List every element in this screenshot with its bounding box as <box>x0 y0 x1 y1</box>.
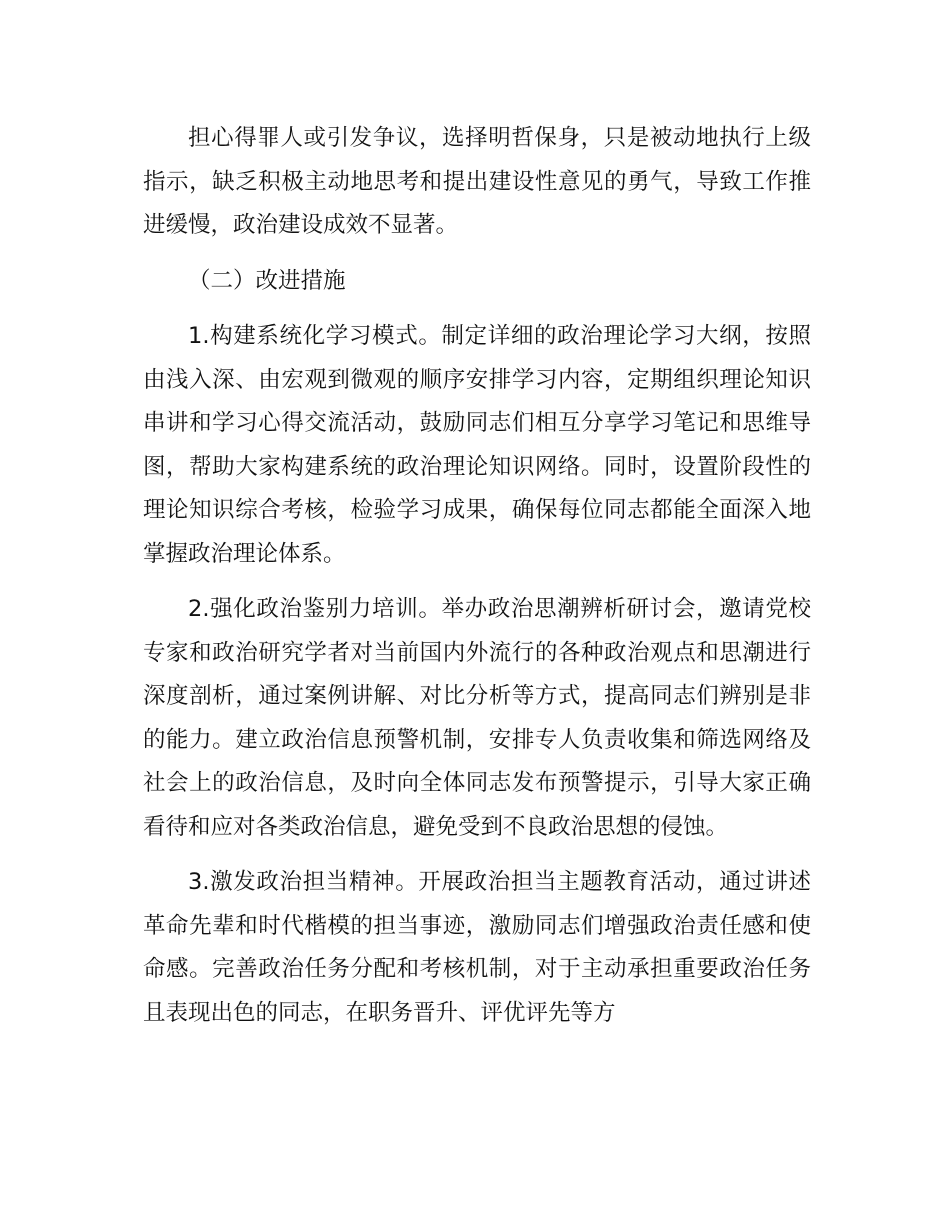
paragraph-measure-2: 2.强化政治鉴别力培训。举办政治思潮辨析研讨会，邀请党校专家和政治研究学者对当前国内外流行的各种政治观点和思潮进行深度剖析，通过案例讲解、对比分析等方式，提高同志们辨别是非的能力。建立政治信息预警机制，安排专人负责收集和筛选网络及社会上的政治信息，及时向全体同志发布预警提示，引导大家正确看待和应对各类政治信息，避免受到不良政治思想的侵蚀。 <box>143 596 811 840</box>
paragraph-measure-3: 3.激发政治担当精神。开展政治担当主题教育活动，通过讲述革命先辈和时代楷模的担当事迹，激励同志们增强政治责任感和使命感。完善政治任务分配和考核机制，对于主动承担重要政治任务且表现出色的同志，在职务晋升、评优评先等方 <box>143 869 811 1026</box>
paragraph-continuation: 担心得罪人或引发争议，选择明哲保身，只是被动地执行上级指示，缺乏积极主动地思考和提出建设性意见的勇气，导致工作推进缓慢，政治建设成效不显著。 <box>143 125 811 238</box>
document-body <box>143 117 811 1035</box>
section-heading: （二）改进措施 <box>188 267 346 294</box>
paragraph-measure-1: 1.构建系统化学习模式。制定详细的政治理论学习大纲，按照由浅入深、由宏观到微观的顺序安排学习内容，定期组织理论知识串讲和学习心得交流活动，鼓励同志们相互分享学习笔记和思维导图，帮助大家构建系统的政治理论知识网络。同时，设置阶段性的理论知识综合考核，检验学习成果，确保每位同志都能全面深入地掌握政治理论体系。 <box>143 323 811 567</box>
